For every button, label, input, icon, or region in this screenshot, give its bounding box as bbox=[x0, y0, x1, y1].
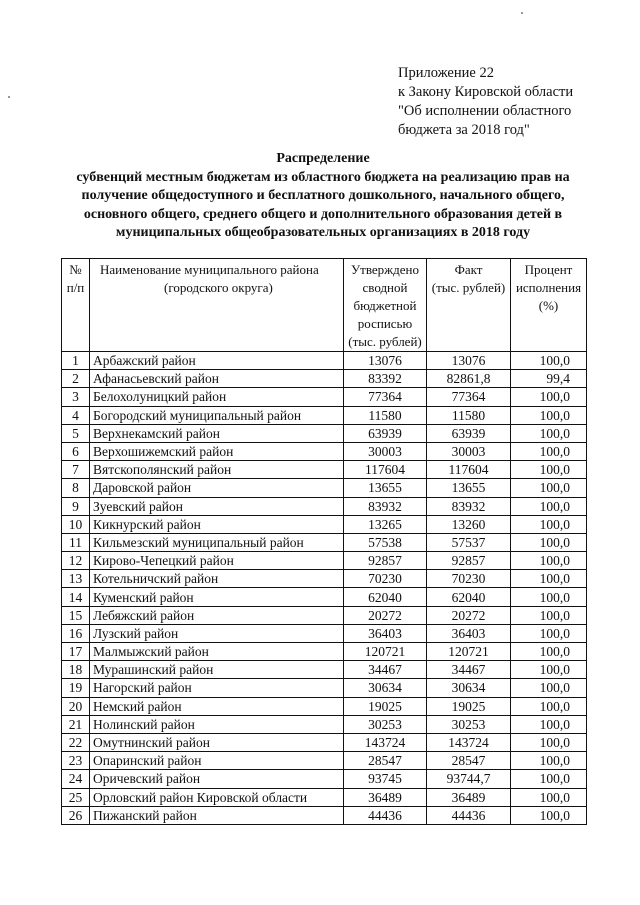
cell-fact: 83932 bbox=[427, 497, 511, 515]
cell-district-name: Немский район bbox=[90, 697, 344, 715]
header-num: № п/п bbox=[62, 259, 90, 352]
cell-num: 12 bbox=[62, 552, 90, 570]
annex-line: к Закону Кировской области bbox=[398, 84, 574, 100]
cell-district-name: Омутнинский район bbox=[90, 733, 344, 751]
cell-district-name: Белохолуницкий район bbox=[90, 388, 344, 406]
cell-approved: 93745 bbox=[344, 770, 427, 788]
cell-fact: 70230 bbox=[427, 570, 511, 588]
header-percent: Процент исполнения (%) bbox=[511, 259, 587, 352]
cell-approved: 92857 bbox=[344, 552, 427, 570]
cell-fact: 13260 bbox=[427, 515, 511, 533]
table-row bbox=[62, 697, 587, 715]
cell-approved: 143724 bbox=[344, 733, 427, 751]
cell-district-name: Лебяжский район bbox=[90, 606, 344, 624]
cell-percent: 100,0 bbox=[511, 570, 587, 588]
cell-percent: 100,0 bbox=[511, 661, 587, 679]
cell-percent: 100,0 bbox=[511, 479, 587, 497]
cell-approved: 30634 bbox=[344, 679, 427, 697]
cell-num: 26 bbox=[62, 806, 90, 824]
cell-fact: 11580 bbox=[427, 406, 511, 424]
cell-fact: 92857 bbox=[427, 552, 511, 570]
title-line: субвенций местным бюджетам из областного бюджета на реализацию прав на bbox=[76, 169, 570, 185]
cell-percent: 100,0 bbox=[511, 770, 587, 788]
cell-approved: 117604 bbox=[344, 461, 427, 479]
cell-district-name: Малмыжский район bbox=[90, 643, 344, 661]
table-row bbox=[62, 770, 587, 788]
cell-approved: 70230 bbox=[344, 570, 427, 588]
annex-line: Приложение 22 bbox=[398, 65, 494, 81]
cell-approved: 62040 bbox=[344, 588, 427, 606]
cell-approved: 19025 bbox=[344, 697, 427, 715]
cell-num: 19 bbox=[62, 679, 90, 697]
table-row bbox=[62, 533, 587, 551]
cell-fact: 13076 bbox=[427, 352, 511, 370]
cell-percent: 100,0 bbox=[511, 424, 587, 442]
cell-percent: 100,0 bbox=[511, 515, 587, 533]
cell-district-name: Лузский район bbox=[90, 624, 344, 642]
cell-fact: 30003 bbox=[427, 442, 511, 460]
cell-fact: 13655 bbox=[427, 479, 511, 497]
scan-speck bbox=[8, 96, 10, 98]
cell-district-name: Нагорский район bbox=[90, 679, 344, 697]
cell-fact: 117604 bbox=[427, 461, 511, 479]
cell-approved: 30253 bbox=[344, 715, 427, 733]
scan-speck bbox=[521, 12, 523, 14]
cell-percent: 100,0 bbox=[511, 624, 587, 642]
cell-num: 20 bbox=[62, 697, 90, 715]
cell-percent: 100,0 bbox=[511, 406, 587, 424]
cell-fact: 143724 bbox=[427, 733, 511, 751]
cell-num: 1 bbox=[62, 352, 90, 370]
cell-percent: 100,0 bbox=[511, 752, 587, 770]
cell-district-name: Арбажский район bbox=[90, 352, 344, 370]
cell-fact: 93744,7 bbox=[427, 770, 511, 788]
cell-district-name: Нолинский район bbox=[90, 715, 344, 733]
cell-fact: 30253 bbox=[427, 715, 511, 733]
cell-fact: 82861,8 bbox=[427, 370, 511, 388]
cell-fact: 30634 bbox=[427, 679, 511, 697]
cell-num: 11 bbox=[62, 533, 90, 551]
header-approved: Утверждено сводной бюджетной росписью (тыс. рублей) bbox=[344, 259, 427, 352]
cell-num: 8 bbox=[62, 479, 90, 497]
cell-district-name: Вятскополянский район bbox=[90, 461, 344, 479]
table-row bbox=[62, 352, 587, 370]
cell-district-name: Кикнурский район bbox=[90, 515, 344, 533]
cell-approved: 36489 bbox=[344, 788, 427, 806]
cell-percent: 100,0 bbox=[511, 679, 587, 697]
table-row bbox=[62, 643, 587, 661]
cell-district-name: Богородский муниципальный район bbox=[90, 406, 344, 424]
cell-district-name: Оричевский район bbox=[90, 770, 344, 788]
cell-district-name: Орловский район Кировской области bbox=[90, 788, 344, 806]
cell-district-name: Верхнекамский район bbox=[90, 424, 344, 442]
cell-fact: 44436 bbox=[427, 806, 511, 824]
subvention-table bbox=[61, 258, 587, 825]
cell-approved: 120721 bbox=[344, 643, 427, 661]
cell-percent: 100,0 bbox=[511, 552, 587, 570]
cell-num: 21 bbox=[62, 715, 90, 733]
table-row bbox=[62, 588, 587, 606]
table-row bbox=[62, 424, 587, 442]
cell-fact: 36403 bbox=[427, 624, 511, 642]
cell-percent: 100,0 bbox=[511, 643, 587, 661]
table-row bbox=[62, 679, 587, 697]
cell-percent: 100,0 bbox=[511, 352, 587, 370]
cell-approved: 83392 bbox=[344, 370, 427, 388]
cell-percent: 100,0 bbox=[511, 533, 587, 551]
cell-approved: 36403 bbox=[344, 624, 427, 642]
cell-district-name: Зуевский район bbox=[90, 497, 344, 515]
cell-fact: 77364 bbox=[427, 388, 511, 406]
cell-percent: 100,0 bbox=[511, 442, 587, 460]
cell-approved: 44436 bbox=[344, 806, 427, 824]
cell-district-name: Пижанский район bbox=[90, 806, 344, 824]
cell-fact: 57537 bbox=[427, 533, 511, 551]
cell-approved: 63939 bbox=[344, 424, 427, 442]
cell-num: 2 bbox=[62, 370, 90, 388]
table-row bbox=[62, 461, 587, 479]
table-row bbox=[62, 606, 587, 624]
table-row bbox=[62, 624, 587, 642]
table-row bbox=[62, 479, 587, 497]
cell-fact: 20272 bbox=[427, 606, 511, 624]
table-row bbox=[62, 515, 587, 533]
cell-district-name: Даровской район bbox=[90, 479, 344, 497]
cell-district-name: Афанасьевский район bbox=[90, 370, 344, 388]
cell-percent: 100,0 bbox=[511, 461, 587, 479]
cell-num: 23 bbox=[62, 752, 90, 770]
cell-approved: 34467 bbox=[344, 661, 427, 679]
cell-percent: 99,4 bbox=[511, 370, 587, 388]
title-line: получение общедоступного и бесплатного дошкольного, начального общего, bbox=[81, 188, 565, 203]
cell-district-name: Кирово-Чепецкий район bbox=[90, 552, 344, 570]
cell-fact: 63939 bbox=[427, 424, 511, 442]
cell-num: 5 bbox=[62, 424, 90, 442]
cell-fact: 19025 bbox=[427, 697, 511, 715]
cell-num: 9 bbox=[62, 497, 90, 515]
cell-fact: 120721 bbox=[427, 643, 511, 661]
table-row bbox=[62, 806, 587, 824]
cell-approved: 13655 bbox=[344, 479, 427, 497]
table-row bbox=[62, 570, 587, 588]
cell-num: 7 bbox=[62, 461, 90, 479]
cell-num: 16 bbox=[62, 624, 90, 642]
cell-district-name: Кильмезский муниципальный район bbox=[90, 533, 344, 551]
table-row bbox=[62, 788, 587, 806]
cell-num: 24 bbox=[62, 770, 90, 788]
cell-num: 15 bbox=[62, 606, 90, 624]
title-line: муниципальных общеобразовательных организациях в 2018 году bbox=[115, 225, 531, 240]
header-fact: Факт (тыс. рублей) bbox=[427, 259, 511, 352]
cell-num: 13 bbox=[62, 570, 90, 588]
cell-approved: 28547 bbox=[344, 752, 427, 770]
cell-percent: 100,0 bbox=[511, 588, 587, 606]
cell-district-name: Опаринский район bbox=[90, 752, 344, 770]
header-name: Наименование муниципального района (городского округа) bbox=[90, 259, 344, 352]
annex-line: "Об исполнении областного bbox=[398, 103, 572, 119]
table-row bbox=[62, 552, 587, 570]
document-title bbox=[30, 150, 616, 243]
cell-num: 3 bbox=[62, 388, 90, 406]
cell-num: 17 bbox=[62, 643, 90, 661]
cell-approved: 11580 bbox=[344, 406, 427, 424]
cell-fact: 28547 bbox=[427, 752, 511, 770]
cell-percent: 100,0 bbox=[511, 606, 587, 624]
table-row bbox=[62, 733, 587, 751]
cell-district-name: Котельничский район bbox=[90, 570, 344, 588]
cell-percent: 100,0 bbox=[511, 788, 587, 806]
cell-percent: 100,0 bbox=[511, 697, 587, 715]
table-row bbox=[62, 442, 587, 460]
annex-reference bbox=[398, 64, 628, 140]
cell-district-name: Куменский район bbox=[90, 588, 344, 606]
cell-percent: 100,0 bbox=[511, 715, 587, 733]
cell-num: 22 bbox=[62, 733, 90, 751]
cell-percent: 100,0 bbox=[511, 806, 587, 824]
annex-line: бюджета за 2018 год" bbox=[398, 122, 530, 138]
cell-fact: 62040 bbox=[427, 588, 511, 606]
table-row bbox=[62, 661, 587, 679]
cell-approved: 13076 bbox=[344, 352, 427, 370]
cell-percent: 100,0 bbox=[511, 733, 587, 751]
table-row bbox=[62, 752, 587, 770]
cell-num: 6 bbox=[62, 442, 90, 460]
title-line: основного общего, среднего общего и дополнительного образования детей в bbox=[83, 206, 563, 222]
cell-fact: 36489 bbox=[427, 788, 511, 806]
cell-num: 14 bbox=[62, 588, 90, 606]
table-row bbox=[62, 406, 587, 424]
table-row bbox=[62, 370, 587, 388]
cell-approved: 30003 bbox=[344, 442, 427, 460]
table-row bbox=[62, 388, 587, 406]
cell-num: 18 bbox=[62, 661, 90, 679]
cell-percent: 100,0 bbox=[511, 497, 587, 515]
cell-district-name: Верхошижемский район bbox=[90, 442, 344, 460]
table-row bbox=[62, 497, 587, 515]
cell-approved: 13265 bbox=[344, 515, 427, 533]
title-heading: Распределение bbox=[276, 151, 370, 166]
cell-fact: 34467 bbox=[427, 661, 511, 679]
cell-num: 25 bbox=[62, 788, 90, 806]
table-row bbox=[62, 715, 587, 733]
cell-approved: 77364 bbox=[344, 388, 427, 406]
cell-approved: 20272 bbox=[344, 606, 427, 624]
cell-num: 10 bbox=[62, 515, 90, 533]
cell-approved: 57538 bbox=[344, 533, 427, 551]
table-header-row bbox=[62, 259, 587, 352]
cell-district-name: Мурашинский район bbox=[90, 661, 344, 679]
cell-approved: 83932 bbox=[344, 497, 427, 515]
cell-num: 4 bbox=[62, 406, 90, 424]
cell-percent: 100,0 bbox=[511, 388, 587, 406]
